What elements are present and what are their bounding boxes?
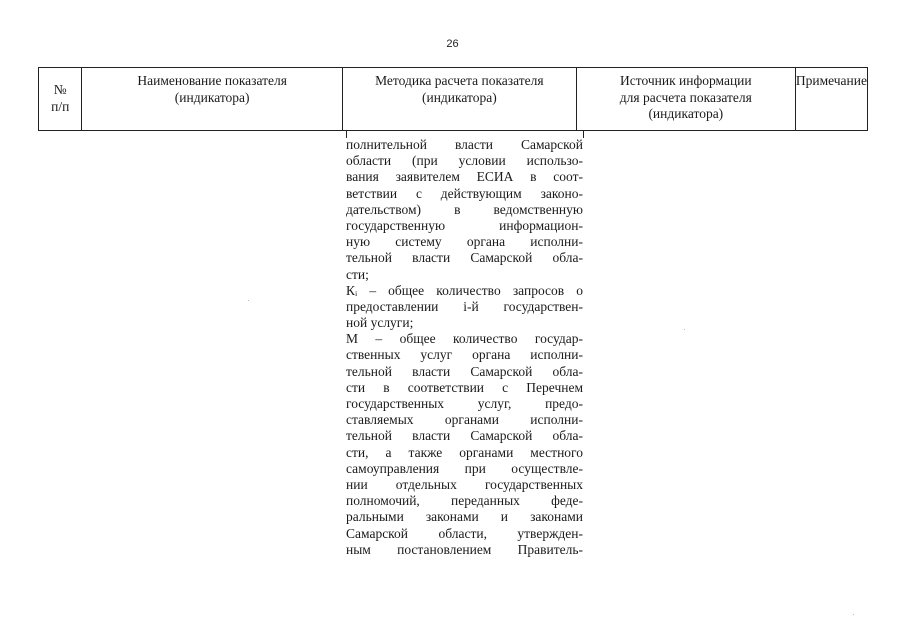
scan-speck (248, 300, 249, 301)
method-text-line: нии отдельных государственных (346, 476, 583, 492)
header-number-column: № п/п (39, 68, 82, 130)
method-text-line: Кᵢ – общее количество запросов о (346, 282, 583, 298)
method-text-line: области (при условии использо- (346, 153, 583, 169)
method-text-line: сти; (346, 266, 369, 282)
method-text-line: государственную информацион- (346, 217, 583, 233)
header-calculation-method-column: Методика расчета показателя (индикатора) (343, 68, 577, 130)
method-text-line: ставляемых органами исполни- (346, 412, 583, 428)
column-divider-right (583, 130, 584, 138)
method-text-line: М – общее количество государ- (346, 331, 583, 347)
scan-speck (853, 614, 854, 615)
method-text-line: тельной власти Самарской обла- (346, 363, 583, 379)
method-text-line: ным постановлением Правитель- (346, 541, 583, 557)
method-text-line: предоставлении i-й государствен- (346, 298, 583, 314)
table-header-row (38, 67, 868, 131)
header-indicator-name-column: Наименование показателя (индикатора) (82, 68, 343, 130)
method-text-line: ной услуги; (346, 315, 414, 331)
method-text-line: ственных услуг органа исполни- (346, 347, 583, 363)
method-text-line: Самарской области, утвержден- (346, 525, 583, 541)
method-text-line: вания заявителем ЕСИА в соот- (346, 169, 583, 185)
method-text-line: тельной власти Самарской обла- (346, 428, 583, 444)
method-text-line: ветствии с действующим законо- (346, 185, 583, 201)
method-text-line: ральными законами и законами (346, 509, 583, 525)
method-text-line: полномочий, переданных феде- (346, 493, 583, 509)
method-text-line: государственных услуг, предо- (346, 396, 583, 411)
header-information-source-column: Источник информации для расчета показателя (индикатора) (577, 68, 796, 130)
page-number: 26 (446, 38, 459, 50)
method-text-line: самоуправления при осуществле- (346, 460, 583, 476)
method-text-line: дательством) в ведомственную (346, 201, 583, 217)
method-text-line: сти, а также органами местного (346, 444, 583, 460)
scan-speck (684, 329, 685, 330)
header-note-column: Примечание (795, 73, 867, 88)
method-text-line: сти в соответствии с Перечнем (346, 379, 583, 395)
method-text-line: тельной власти Самарской обла- (346, 250, 583, 266)
method-text-line: ную систему органа исполни- (346, 234, 583, 250)
method-text-line: полнительной власти Самарской (346, 137, 583, 152)
calculation-method-text (346, 137, 583, 558)
